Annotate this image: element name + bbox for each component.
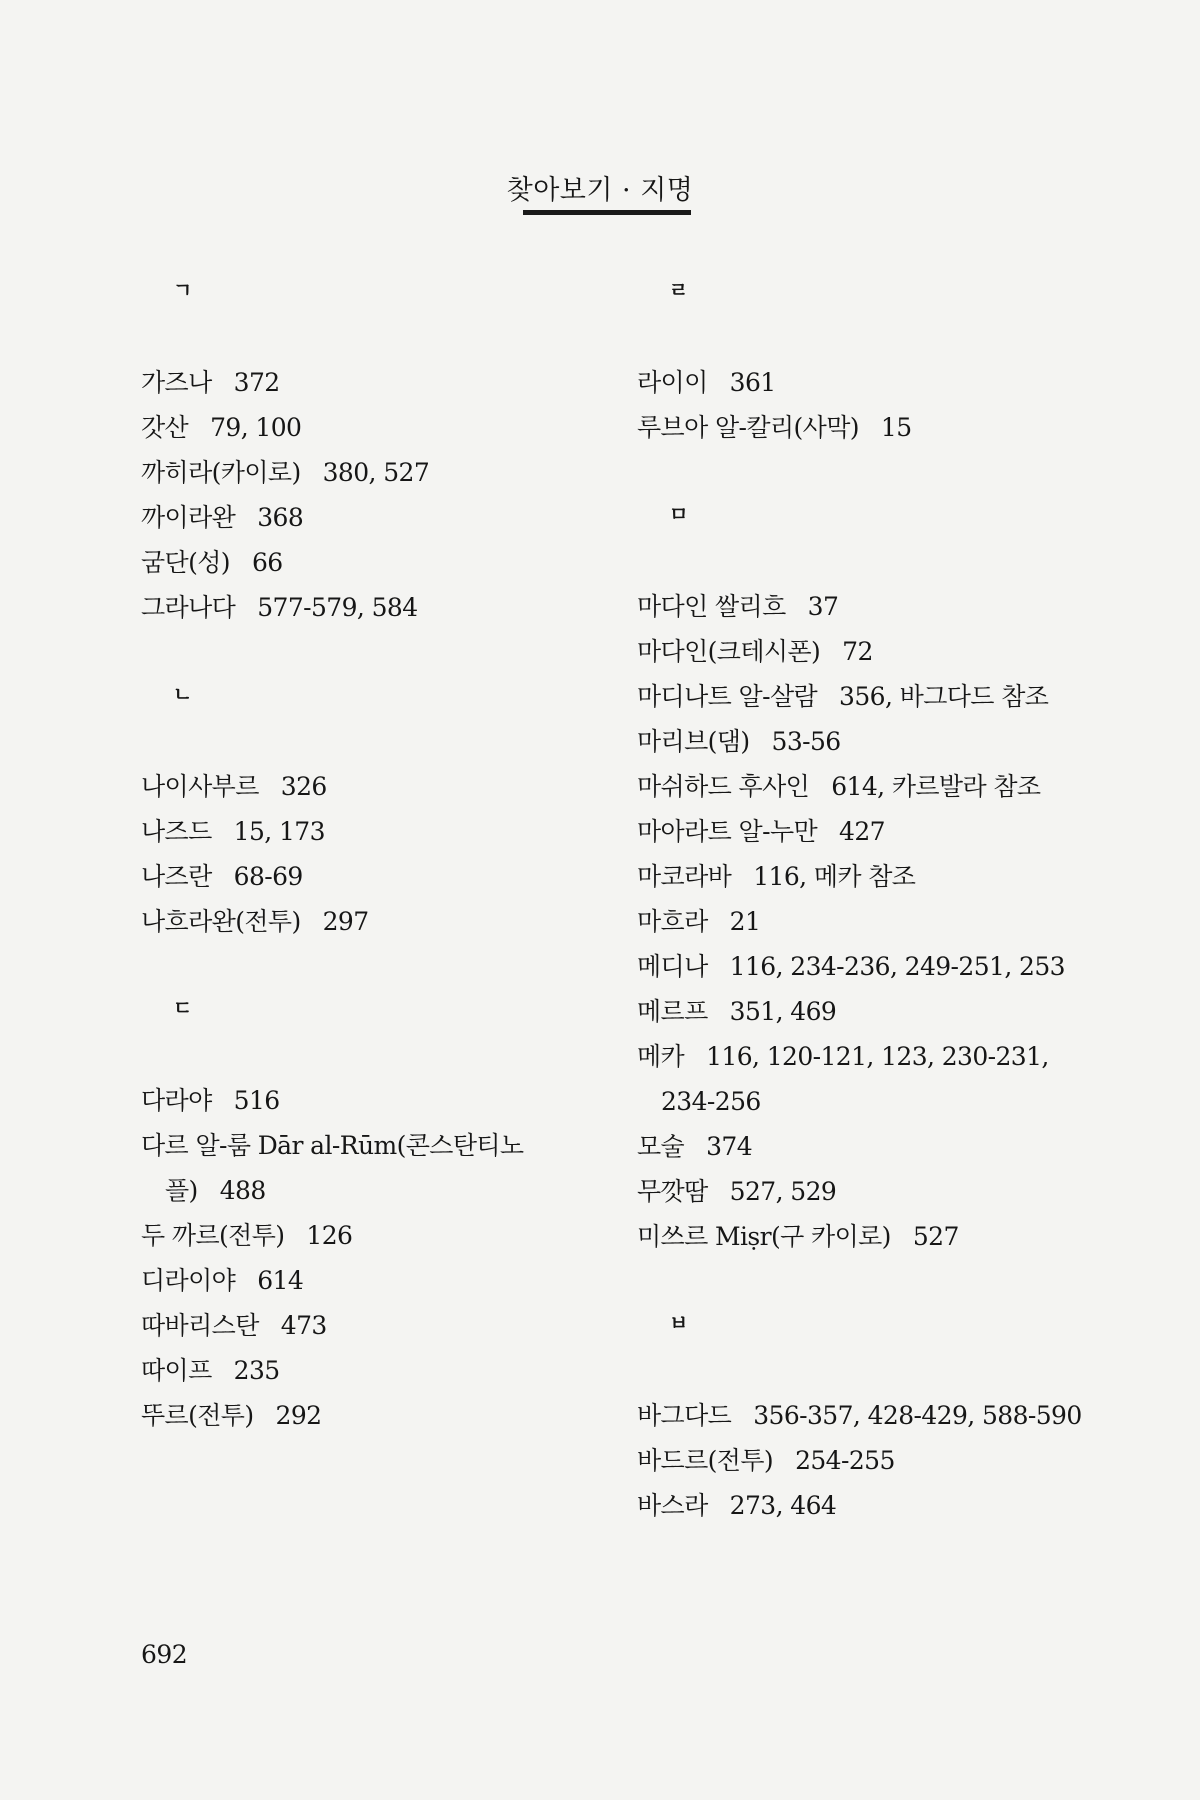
entry-pages: 527, 529 (729, 1177, 837, 1206)
index-entry (637, 584, 1107, 629)
entry-term: 바그다드 (637, 1401, 732, 1430)
entry-term: 나즈란 (141, 862, 212, 891)
index-entry (637, 360, 1107, 405)
index-entry (637, 764, 1107, 809)
entry-pages: 292 (275, 1401, 322, 1430)
index-entry (141, 450, 611, 495)
index-entry (637, 1438, 1107, 1483)
entry-term: 따이프 (141, 1356, 212, 1385)
index-section (637, 494, 1107, 1259)
page-number: 692 (141, 1640, 188, 1669)
entry-term: 갓산 (141, 413, 189, 442)
entry-term: 마디나트 알-살람 (637, 682, 818, 711)
entry-pages: 516 (233, 1086, 280, 1115)
entry-pages: 116, 120-121, 123, 230-231, 234-256 (661, 1042, 1049, 1116)
entry-pages: 126 (306, 1221, 353, 1250)
index-column-right (637, 270, 1107, 1528)
entry-pages: 254-255 (795, 1446, 895, 1475)
index-entry (637, 854, 1107, 899)
entry-term: 마쉬하드 후사인 (637, 772, 810, 801)
entry-term: 메카 (637, 1042, 685, 1071)
entry-term: 마아라트 알-누만 (637, 817, 818, 846)
entry-term: 메디나 (637, 952, 708, 981)
index-entry (637, 1483, 1107, 1528)
entry-pages: 488 (219, 1176, 266, 1205)
index-entry (637, 989, 1107, 1034)
index-section (141, 270, 611, 630)
page-title: 찾아보기 · 지명 (506, 175, 694, 206)
entry-pages: 297 (322, 907, 369, 936)
index-section (141, 674, 611, 944)
entry-term: 마다인(크테시폰) (637, 637, 821, 666)
entry-pages: 473 (280, 1311, 327, 1340)
entry-term: 까히라(카이로) (141, 458, 301, 487)
entry-pages: 577-579, 584 (257, 593, 418, 622)
entry-pages: 356, 바그다드 참조 (839, 682, 1049, 711)
entry-term: 라이이 (637, 368, 708, 397)
index-entry (637, 1169, 1107, 1214)
title-underline (523, 210, 691, 215)
entry-pages: 116, 메카 참조 (753, 862, 916, 891)
entry-pages: 66 (251, 548, 283, 577)
entry-term: 나즈드 (141, 817, 212, 846)
entry-term: 가즈나 (141, 368, 212, 397)
index-section (141, 988, 611, 1438)
entry-term: 굼단(성) (141, 548, 230, 577)
index-entry (637, 809, 1107, 854)
entry-pages: 356-357, 428-429, 588-590 (753, 1401, 1082, 1430)
index-entry (637, 1393, 1107, 1438)
entry-pages: 68-69 (233, 862, 303, 891)
index-entry (637, 674, 1107, 719)
index-entry (141, 405, 611, 450)
entry-term: 바스라 (637, 1491, 708, 1520)
index-entry (141, 1123, 611, 1213)
entry-term: 나흐라완(전투) (141, 907, 301, 936)
entry-term: 까이라완 (141, 503, 236, 532)
index-entry (141, 1303, 611, 1348)
entry-term: 다라야 (141, 1086, 212, 1115)
entry-pages: 15 (880, 413, 912, 442)
entry-pages: 368 (257, 503, 304, 532)
entry-term: 바드르(전투) (637, 1446, 774, 1475)
index-entry (141, 1078, 611, 1123)
entry-term: 마코라바 (637, 862, 732, 891)
entry-pages: 72 (842, 637, 873, 666)
entry-pages: 326 (280, 772, 327, 801)
entry-term: 메르프 (637, 997, 708, 1026)
entry-term: 두 까르(전투) (141, 1221, 285, 1250)
index-entry (637, 944, 1107, 989)
index-entry (637, 1124, 1107, 1169)
entry-term: 마다인 쌀리흐 (637, 592, 786, 621)
section-gap (637, 1259, 1107, 1303)
entry-term: 나이사부르 (141, 772, 259, 801)
entry-pages: 361 (729, 368, 776, 397)
entry-pages: 351, 469 (729, 997, 837, 1026)
entry-term: 디라이야 (141, 1266, 236, 1295)
index-entry (141, 1393, 611, 1438)
index-entry (141, 899, 611, 944)
index-entry (637, 1034, 1107, 1124)
entry-pages: 527 (912, 1222, 959, 1251)
index-column-left (141, 270, 611, 1438)
entry-term: 미쓰르 Miṣr(구 카이로) (637, 1222, 891, 1251)
entry-term: 뚜르(전투) (141, 1401, 254, 1430)
entry-pages: 79, 100 (210, 413, 302, 442)
entry-pages: 116, 234-236, 249-251, 253 (729, 952, 1065, 981)
index-entry (141, 585, 611, 630)
index-entry (141, 1213, 611, 1258)
entry-pages: 37 (807, 592, 839, 621)
section-letter: ㄱ (173, 278, 193, 302)
entry-pages: 235 (233, 1356, 280, 1385)
section-letter: ㅁ (669, 502, 689, 526)
index-entry (141, 360, 611, 405)
index-entry (637, 629, 1107, 674)
section-letter: ㄴ (173, 682, 193, 706)
index-entry (141, 540, 611, 585)
entry-pages: 427 (839, 817, 885, 846)
section-gap (141, 944, 611, 988)
entry-term: 마리브(댐) (637, 727, 750, 756)
entry-pages: 53-56 (771, 727, 841, 756)
section-letter: ㄷ (173, 996, 193, 1020)
section-letter: ㄹ (669, 278, 689, 302)
entry-term: 따바리스탄 (141, 1311, 259, 1340)
entry-pages: 614 (257, 1266, 304, 1295)
entry-pages: 372 (233, 368, 280, 397)
entry-term: 그라나다 (141, 593, 236, 622)
index-section (637, 1303, 1107, 1528)
index-entry (637, 899, 1107, 944)
entry-pages: 374 (706, 1132, 753, 1161)
index-entry (141, 854, 611, 899)
index-section (637, 270, 1107, 450)
entry-term: 루브아 알-칼리(사막) (637, 413, 859, 442)
entry-pages: 614, 카르발라 참조 (831, 772, 1041, 801)
index-entry (637, 1214, 1107, 1259)
section-gap (637, 450, 1107, 494)
index-entry (637, 719, 1107, 764)
entry-term: 마흐라 (637, 907, 708, 936)
entry-term: 무깟땀 (637, 1177, 708, 1206)
section-letter: ㅂ (669, 1311, 689, 1335)
entry-pages: 273, 464 (729, 1491, 837, 1520)
entry-term: 다르 알-룸 Dār al-Rūm(콘스탄티노플) (141, 1131, 524, 1205)
index-entry (141, 764, 611, 809)
entry-pages: 15, 173 (233, 817, 325, 846)
index-entry (141, 1348, 611, 1393)
section-gap (141, 630, 611, 674)
entry-term: 모술 (637, 1132, 685, 1161)
index-entry (141, 1258, 611, 1303)
index-entry (141, 809, 611, 854)
index-entry (637, 405, 1107, 450)
index-entry (141, 495, 611, 540)
entry-pages: 21 (729, 907, 761, 936)
entry-pages: 380, 527 (322, 458, 430, 487)
